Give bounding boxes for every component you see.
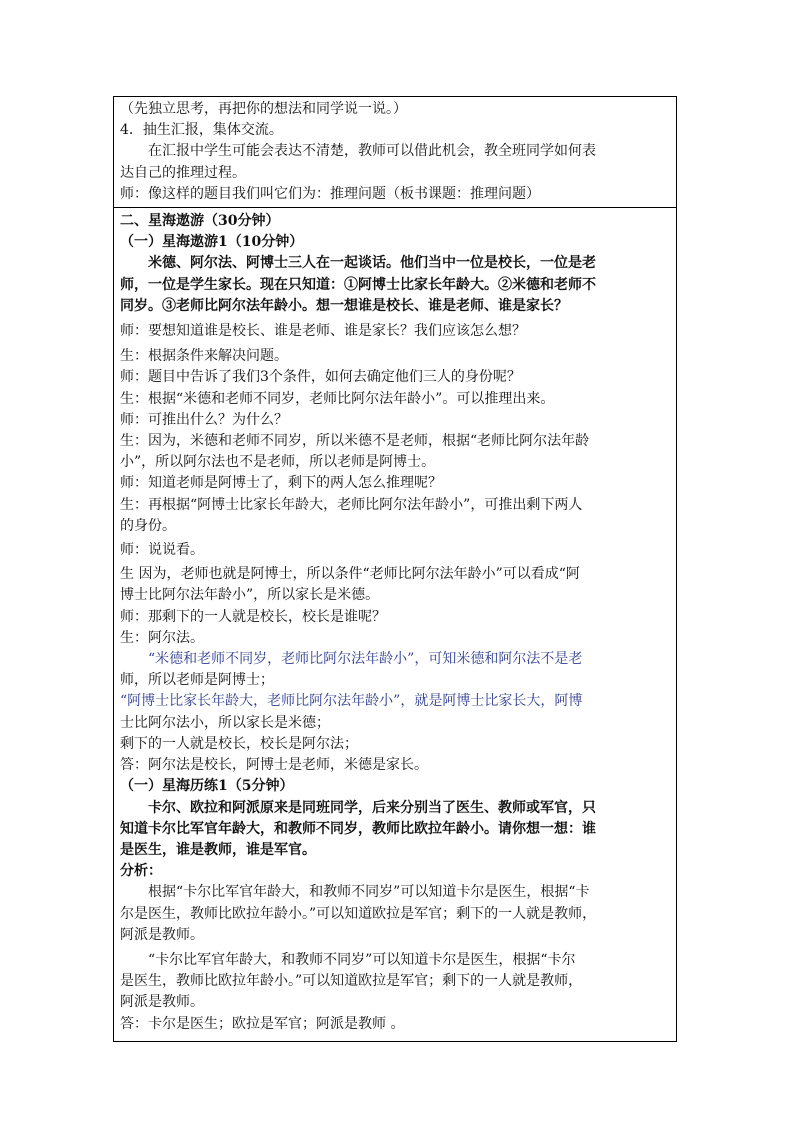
problem-text: 是医生，谁是教师，谁是军官。	[120, 841, 316, 858]
problem-text: 同岁。③老师比阿尔法年龄小。想一想谁是校长、谁是老师、谁是家长？	[120, 297, 568, 314]
answer-line: 答：卡尔是医生；欧拉是军官；阿派是教师 。	[120, 1015, 405, 1032]
text-line: 达自己的推理过程。	[120, 164, 246, 181]
dialogue-line: 生：再根据“阿博士比家长年龄大，老师比阿尔法年龄小”，可推出剩下两人	[120, 496, 583, 513]
dialogue-line: 生 因为，老师也就是阿博士，所以条件“老师比阿尔法年龄小”可以看成“阿	[120, 566, 580, 583]
dialogue-line: 的身份。	[120, 517, 176, 534]
problem-text: 师，一位是学生家长。现在只知道：①阿博士比家长年龄大。②米德和老师不	[120, 276, 596, 293]
table-cell-top	[114, 97, 676, 208]
dialogue-line: 小”，所以阿尔法也不是老师，所以老师是阿博士。	[120, 454, 436, 471]
analysis-line: 阿派是教师。	[120, 926, 204, 943]
analysis-line: 尔是医生，教师比欧拉年龄小。”可以知道欧拉是军官；剩下的一人就是教师，	[120, 905, 597, 922]
analysis-line: 阿派是教师。	[120, 994, 204, 1011]
text-line: （先独立思考，再把你的想法和同学说一说。）	[120, 101, 407, 117]
problem-text: 卡尔、欧拉和阿派原来是同班同学，后来分别当了医生、教师或军官，只	[148, 799, 596, 816]
section-heading: 二、星海遨游（30分钟）	[120, 213, 280, 230]
dialogue-line: 生：根据“米德和老师不同岁，老师比阿尔法年龄小”。可以推理出来。	[120, 390, 555, 407]
problem-text: 米德、阿尔法、阿博士三人在一起谈话。他们当中一位是校长，一位是老	[148, 255, 596, 272]
lesson-table	[113, 96, 677, 1042]
text-line: 师：像这样的题目我们叫它们为：推理问题（板书课题：推理问题）	[120, 185, 540, 202]
dialogue-line: 师：说说看。	[120, 542, 204, 559]
dialogue-line: 师：那剩下的一人就是校长，校长是谁呢？	[120, 608, 386, 625]
dialogue-line: 师：题目中告诉了我们3个条件，如何去确定他们三人的身份呢？	[120, 369, 521, 386]
analysis-line: 是医生，教师比欧拉年龄小。”可以知道欧拉是军官；剩下的一人就是教师，	[120, 973, 583, 990]
dialogue-line: 生：阿尔法。	[120, 629, 204, 646]
dialogue-line: 博士比阿尔法年龄小”，所以家长是米德。	[120, 587, 380, 604]
answer-line: 答：阿尔法是校长，阿博士是老师，米德是家长。	[120, 757, 428, 774]
analysis-line: “卡尔比军官年龄大，和教师不同岁”可以知道卡尔是医生，根据“卡尔	[148, 951, 576, 968]
dialogue-line: 师：知道老师是阿博士了，剩下的两人怎么推理呢？	[120, 475, 442, 492]
dialogue-line: 生：因为，米德和老师不同岁，所以米德不是老师，根据“老师比阿尔法年龄	[120, 433, 590, 450]
table-cell-main	[114, 208, 676, 1041]
subsection-heading: （一）星海历练1（5分钟）	[120, 778, 294, 795]
text-line: 在汇报中学生可能会表达不清楚，教师可以借此机会，教全班同学如何表	[148, 143, 596, 160]
analysis-label: 分析：	[120, 863, 162, 880]
summary-line: 剩下的一人就是校长，校长是阿尔法；	[120, 735, 358, 752]
dialogue-line: 生：根据条件来解决问题。	[120, 348, 288, 365]
summary-line: 士比阿尔法小，所以家长是米德；	[120, 714, 330, 731]
analysis-line: 根据“卡尔比军官年龄大，和教师不同岁”可以知道卡尔是医生，根据“卡	[148, 884, 590, 901]
dialogue-line: 师：要想知道谁是校长、谁是老师、谁是家长？我们应该怎么想？	[120, 323, 526, 340]
subsection-heading: （一）星海遨游1（10分钟）	[120, 234, 304, 251]
dialogue-line: 师：可推出什么？为什么？	[120, 411, 288, 428]
summary-line: “米德和老师不同岁，老师比阿尔法年龄小”，可知米德和阿尔法不是老	[148, 651, 583, 668]
text-line: 4．抽生汇报，集体交流。	[120, 122, 283, 139]
problem-text: 知道卡尔比军官年龄大，和教师不同岁，教师比欧拉年龄小。请你想一想：谁	[120, 820, 596, 837]
summary-line: “阿博士比家长年龄大，老师比阿尔法年龄小”，就是阿博士比家长大，阿博	[120, 693, 583, 710]
summary-line: 师，所以老师是阿博士；	[120, 672, 274, 689]
